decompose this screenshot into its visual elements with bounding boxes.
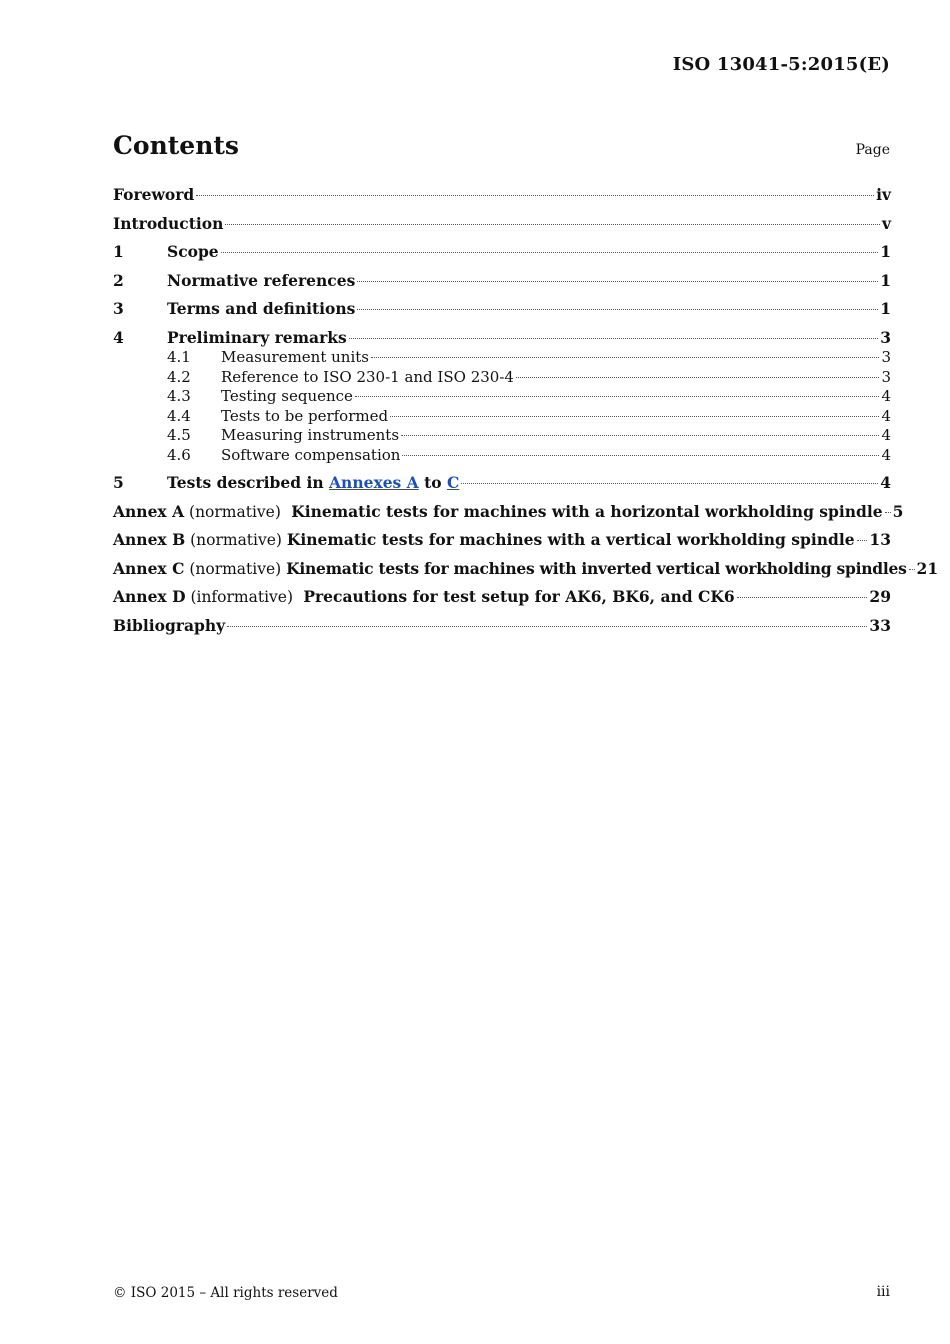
toc-number: 4.6	[167, 445, 191, 464]
toc-page: 4	[881, 426, 891, 444]
annexes-a-link[interactable]: Annexes A	[329, 473, 419, 492]
toc-page: 21	[916, 558, 939, 578]
toc-title: Tests described in Annexes A to C	[167, 473, 460, 492]
toc-page: 3	[881, 348, 891, 366]
toc-subentry-measurement-units[interactable]	[113, 348, 891, 368]
toc-number: 4.1	[167, 348, 191, 366]
dot-leader	[516, 376, 880, 378]
table-of-contents	[113, 182, 939, 636]
page-number: iii	[876, 1284, 890, 1300]
toc-title: Precautions for test setup for AK6, BK6, and CK6	[297, 587, 735, 606]
dot-leader	[390, 415, 879, 417]
annex-label: Annex A	[113, 501, 185, 521]
toc-title: Scope	[167, 242, 219, 261]
toc-entry-bibliography[interactable]	[113, 616, 891, 637]
toc-title: Measuring instruments	[221, 426, 400, 444]
toc-title: Testing sequence	[221, 387, 353, 405]
toc-title: Measurement units	[221, 348, 369, 366]
dot-leader	[227, 625, 867, 627]
toc-subentry-measuring-instruments[interactable]	[113, 426, 891, 446]
dot-leader	[196, 194, 874, 196]
toc-page: 33	[869, 615, 891, 635]
toc-entry-annex-d[interactable]	[113, 587, 891, 608]
toc-page: 3	[881, 367, 891, 386]
toc-entry-introduction[interactable]	[113, 214, 891, 235]
dot-leader	[357, 308, 878, 310]
toc-entry-terms-and-definitions[interactable]	[113, 299, 891, 320]
toc-entry-scope[interactable]	[113, 242, 891, 263]
page-column-label: Page	[855, 142, 890, 158]
toc-number: 4	[113, 327, 124, 347]
toc-entry-annex-c[interactable]	[113, 558, 939, 580]
toc-entry-annex-a[interactable]	[113, 501, 904, 523]
dot-leader	[349, 337, 878, 339]
toc-page: 1	[880, 299, 891, 318]
toc-entry-tests-described[interactable]	[113, 473, 891, 494]
dot-leader	[402, 454, 879, 456]
dot-leader	[461, 482, 878, 484]
annex-type: (normative)	[185, 531, 287, 549]
toc-page: 5	[892, 501, 904, 521]
toc-page: 1	[880, 242, 891, 261]
toc-page: 1	[880, 270, 891, 290]
toc-title: Introduction	[113, 213, 224, 233]
toc-title: Software compensation	[221, 445, 401, 464]
toc-page: iv	[876, 185, 891, 204]
toc-number: 4.2	[167, 367, 191, 386]
toc-number: 3	[113, 299, 124, 318]
toc-page: 13	[869, 530, 891, 549]
toc-title: Bibliography	[113, 615, 226, 635]
toc-number: 5	[113, 473, 124, 492]
annex-label: Annex D	[113, 587, 186, 606]
toc-title: Terms and definitions	[167, 299, 356, 318]
annex-type: (informative)	[185, 588, 298, 606]
toc-subentry-tests-performed[interactable]	[113, 407, 891, 427]
toc-title: Kinematic tests for machines with a vertical workholding spindle	[286, 530, 855, 549]
toc-entry-preliminary-remarks[interactable]	[113, 328, 891, 349]
toc-page: 3	[880, 327, 891, 347]
toc-number: 4.5	[167, 426, 191, 444]
dot-leader	[857, 539, 868, 541]
toc-title: Tests to be performed	[221, 406, 389, 425]
toc-entry-annex-b[interactable]	[113, 530, 891, 551]
dot-leader	[401, 434, 879, 436]
toc-subentry-software-compensation[interactable]	[113, 446, 891, 466]
document-id: ISO 13041-5:2015(E)	[672, 54, 890, 75]
annex-type: (normative)	[184, 559, 287, 578]
dot-leader	[885, 511, 891, 513]
toc-subentry-reference-iso[interactable]	[113, 368, 891, 388]
toc-page: 29	[869, 587, 891, 606]
toc-title: Preliminary remarks	[167, 327, 347, 347]
annex-label: Annex C	[113, 558, 185, 578]
annex-label: Annex B	[113, 530, 186, 549]
toc-entry-foreword[interactable]	[113, 185, 891, 206]
toc-number: 2	[113, 270, 124, 290]
toc-title: Kinematic tests for machines with inverted vertical workholding spindles	[286, 558, 907, 578]
dot-leader	[737, 596, 868, 598]
toc-title: Foreword	[113, 185, 195, 204]
toc-page: 4	[881, 445, 891, 464]
toc-title: Reference to ISO 230-1 and ISO 230-4	[221, 367, 514, 386]
toc-title: Kinematic tests for machines with a horizontal workholding spindle	[285, 501, 883, 521]
annex-c-link[interactable]: C	[447, 473, 460, 492]
annex-type: (normative)	[184, 502, 286, 521]
toc-page: 4	[880, 473, 891, 492]
dot-leader	[909, 568, 915, 570]
toc-page: v	[881, 213, 891, 233]
toc-page: 4	[881, 406, 891, 425]
toc-title: Normative references	[167, 270, 356, 290]
toc-entry-normative-references[interactable]	[113, 271, 891, 292]
toc-number: 4.4	[167, 406, 191, 425]
dot-leader	[371, 356, 879, 358]
dot-leader	[357, 280, 878, 282]
toc-number: 1	[113, 242, 124, 261]
contents-heading: Contents	[113, 131, 240, 160]
dot-leader	[225, 223, 880, 225]
dot-leader	[355, 395, 880, 397]
toc-page: 4	[881, 387, 891, 405]
dot-leader	[221, 251, 879, 253]
toc-subentry-testing-sequence[interactable]	[113, 387, 891, 407]
copyright-notice: © ISO 2015 – All rights reserved	[113, 1285, 338, 1301]
toc-number: 4.3	[167, 387, 191, 405]
